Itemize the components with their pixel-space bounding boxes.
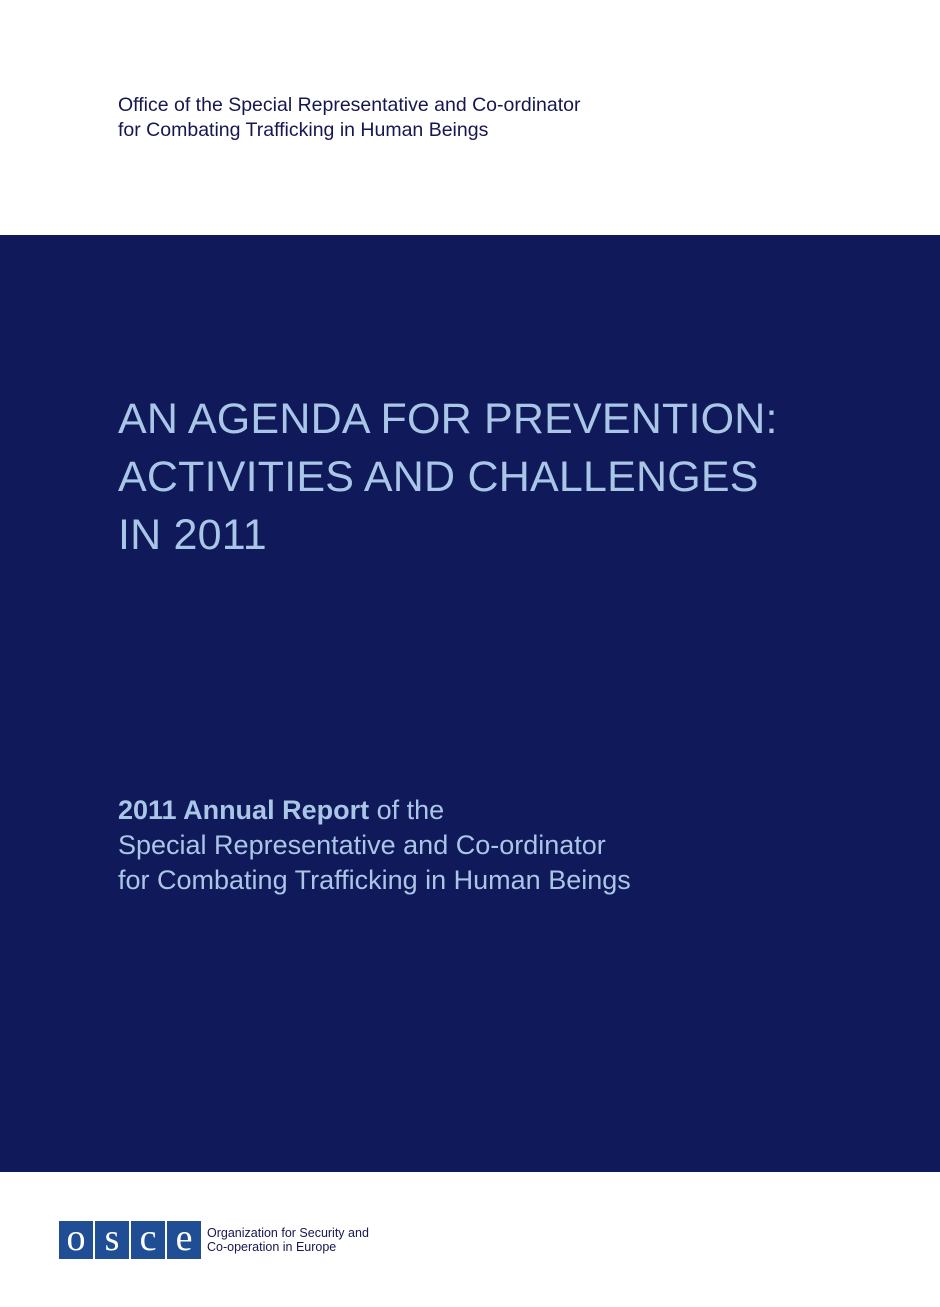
report-title-line-1: AN AGENDA FOR PREVENTION: xyxy=(118,395,778,443)
report-title-line-3: IN 2011 xyxy=(118,511,267,559)
organization-name-line-1: Organization for Security and xyxy=(207,1226,369,1240)
report-subtitle xyxy=(118,793,898,898)
office-header xyxy=(118,93,878,143)
footer xyxy=(59,1220,369,1260)
office-header-line-1: Office of the Special Representative and Co-ordinator xyxy=(118,94,581,116)
osce-logo xyxy=(59,1221,201,1259)
report-subtitle-line-1 xyxy=(118,793,898,828)
cover-band xyxy=(0,235,940,1172)
osce-logo-letter-c: c xyxy=(131,1221,165,1259)
report-title xyxy=(118,390,918,564)
report-title-line-2: ACTIVITIES AND CHALLENGES xyxy=(118,453,759,501)
report-subtitle-line-2: Special Representative and Co-ordinator xyxy=(118,830,606,860)
organization-name-line-2: Co-operation in Europe xyxy=(207,1240,337,1254)
report-subtitle-line-3: for Combating Trafficking in Human Beings xyxy=(118,865,631,895)
osce-logo-letter-s: s xyxy=(95,1221,129,1259)
organization-name xyxy=(207,1226,369,1254)
annual-report-label: 2011 Annual Report xyxy=(118,795,370,825)
annual-report-suffix: of the xyxy=(369,795,445,825)
osce-logo-letter-e: e xyxy=(167,1221,201,1259)
office-header-line-2: for Combating Trafficking in Human Beings xyxy=(118,119,489,141)
osce-logo-letter-o: o xyxy=(59,1221,93,1259)
